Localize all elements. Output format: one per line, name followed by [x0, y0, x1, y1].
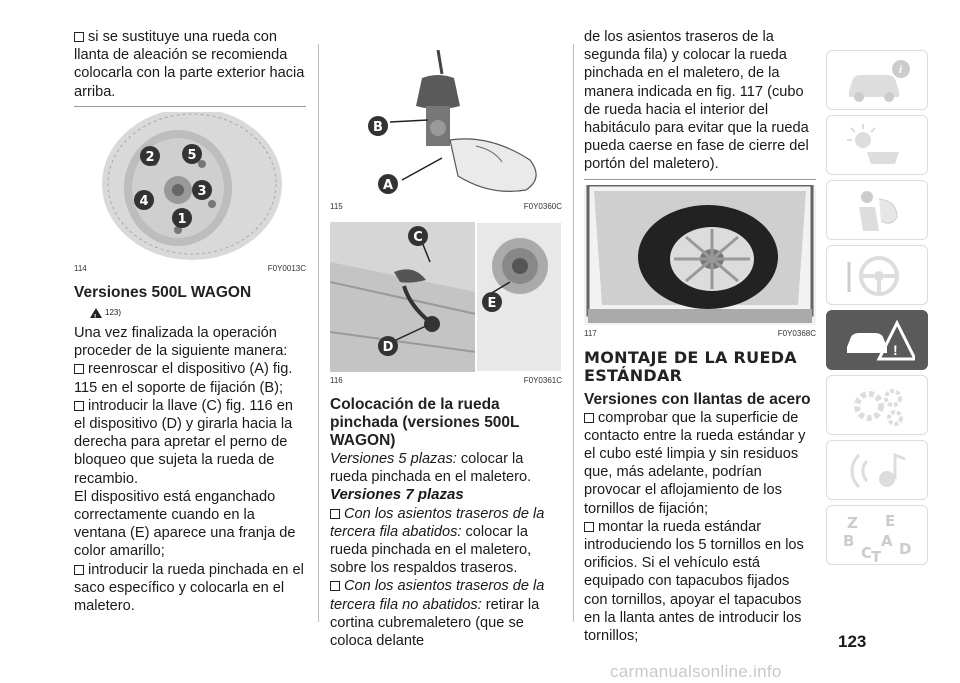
svg-text:E: E — [487, 296, 497, 311]
chapter-title: MONTAJE DE LA RUEDA ESTÁNDAR — [584, 347, 797, 385]
bullet-icon — [74, 364, 84, 374]
watermark: carmanualsonline.info — [610, 662, 782, 681]
gears-icon — [841, 382, 915, 430]
index-icon — [841, 512, 915, 564]
bullet-item: comprobar que la superficie de contacto entre la rueda estándar y el cubo esté limpia y sin residuos que, más adelante, podrían provocar el aflojamiento de los tornillos de fijación; — [584, 409, 806, 517]
paragraph: El dispositivo está enganchado correctamente cuando en la ventana (E) aparece una franja de color amarillo; — [74, 488, 296, 560]
svg-text:D: D — [382, 340, 394, 355]
column-left — [74, 28, 306, 615]
svg-text:3: 3 — [197, 183, 207, 199]
bullet-icon — [330, 509, 340, 519]
airbag-icon — [841, 187, 915, 235]
tab-car-info[interactable] — [826, 50, 928, 110]
bullet-item: montar la rueda estándar introduciendo los 5 tornillos en los orificios. Si el vehículo está equipado con tapacubos fijados con tornillos, apoyar el tapacubos en la llanta antes de introducir los tornillos; — [584, 518, 804, 645]
svg-text:T: T — [871, 548, 882, 564]
bullet-icon — [74, 565, 84, 575]
svg-text:A: A — [881, 532, 893, 550]
warning-emergency-icon — [841, 317, 915, 365]
chapter-sidebar — [826, 50, 928, 570]
figure-116 — [330, 222, 562, 372]
tab-index[interactable] — [826, 505, 928, 565]
svg-text:Z: Z — [847, 514, 858, 532]
svg-text:A: A — [382, 178, 394, 193]
paragraph: Versiones 5 plazas: colocar la rueda pinchada en el maletero. — [330, 451, 532, 486]
page-number: 123 — [838, 632, 867, 651]
intro-bullet: si se sustituye una rueda con llanta de aleación se recomienda colocarla con la parte exterior hacia arriba. — [74, 29, 305, 100]
svg-text:5: 5 — [187, 147, 197, 163]
bullet-item: introducir la rueda pinchada en el saco específico y colocarla en el maletero. — [74, 561, 304, 615]
steering-icon — [841, 252, 915, 300]
section-heading: Versiones 500L WAGON — [74, 283, 252, 301]
column-right — [584, 28, 816, 645]
figure-115 — [330, 50, 562, 198]
warning-icon — [90, 308, 102, 318]
svg-text:!: ! — [893, 342, 898, 358]
svg-text:C: C — [413, 230, 423, 245]
svg-text:1: 1 — [177, 211, 187, 227]
tab-safety[interactable] — [826, 180, 928, 240]
svg-text:B: B — [843, 532, 855, 550]
figure-caption: 114 F0Y0013C — [74, 263, 306, 273]
figure-caption: 115 F0Y0360C — [330, 202, 562, 211]
bullet-item: Con los asientos traseros de la tercera fila no abatidos: retirar la cortina cubremaletero (que se coloca delante — [330, 578, 545, 650]
lights-icon — [841, 122, 915, 170]
figure-caption: 116 F0Y0361C — [330, 376, 562, 385]
svg-text:i: i — [899, 64, 903, 76]
media-icon — [841, 447, 915, 495]
car-info-icon — [841, 57, 915, 105]
bullet-item: Con los asientos traseros de la tercera fila abatidos: colocar la rueda pinchada en el maletero, sobre los respaldos traseros. — [330, 505, 545, 577]
tab-emergency[interactable] — [826, 310, 928, 370]
subheading: Versiones 7 plazas — [330, 486, 464, 504]
svg-text:D: D — [899, 540, 912, 558]
bullet-icon — [330, 581, 340, 591]
figure-114 — [74, 112, 306, 260]
svg-text:B: B — [373, 120, 383, 135]
svg-text:E: E — [885, 512, 896, 530]
tab-multimedia[interactable] — [826, 440, 928, 500]
svg-text:2: 2 — [145, 149, 155, 165]
section-heading: Colocación de la rueda pinchada (versiones 500L WAGON) — [330, 396, 520, 449]
bullet-icon — [74, 32, 84, 42]
tab-lights[interactable] — [826, 115, 928, 175]
bullet-icon — [584, 413, 594, 423]
tab-driving[interactable] — [826, 245, 928, 305]
figure-caption: 117 F0Y0368C — [584, 328, 816, 338]
svg-text:4: 4 — [139, 193, 149, 209]
bullet-icon — [74, 401, 84, 411]
tab-maintenance[interactable] — [826, 375, 928, 435]
bullet-icon — [584, 522, 594, 532]
warning-reference: ! 123) — [90, 304, 306, 322]
bullet-item: introducir la llave (C) fig. 116 en el dispositivo (D) y girarla hacia la derecha para apretar el perno de bloqueo que sujeta la rueda de recambio. — [74, 397, 293, 487]
paragraph: Una vez finalizada la operación proceder de la siguiente manera: — [74, 325, 288, 360]
column-middle — [330, 50, 562, 650]
figure-117 — [584, 185, 816, 325]
paragraph: de los asientos traseros de la segunda fila) y colocar la rueda pinchada en el maletero, de la manera indicada en fig. 117 (cubo de rueda hacia el interior del habitáculo para evitar que la rueda pueda caerse en fase de cierre del portón del maletero). — [584, 29, 809, 173]
bullet-item: reenroscar el dispositivo (A) fig. 115 en el soporte de fijación (B); — [74, 361, 293, 396]
svg-text:C: C — [861, 544, 873, 562]
column-divider — [318, 44, 319, 622]
section-heading: Versiones con llantas de acero — [584, 390, 811, 408]
column-divider — [573, 44, 574, 622]
